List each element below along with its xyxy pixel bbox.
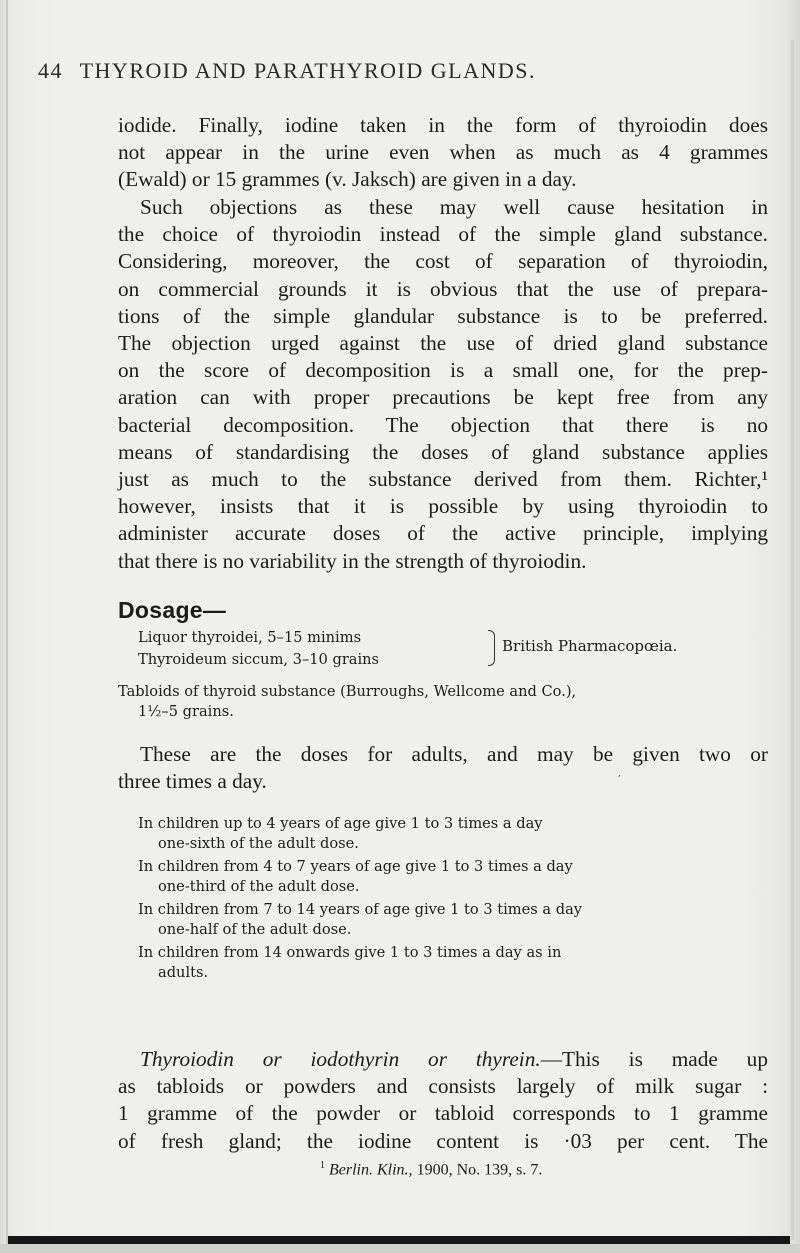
paragraph-iodide (118, 112, 768, 194)
text-fragment: —This is made up (540, 1047, 768, 1071)
page-left-edge (6, 0, 8, 1253)
text-line: In children from 4 to 7 years of age give 1 to 3 times a day (138, 858, 573, 875)
footnote-text: 1900, No. 139, s. 7. (412, 1161, 543, 1179)
text-line: The objection urged against the use of dried gland substance (118, 331, 768, 356)
children-doses (138, 814, 778, 983)
text-line: on commercial grounds it is obvious that the use of prepara- (118, 276, 768, 301)
text-line: Tabloids of thyroid substance (Burroughs, Wellcome and Co.), (118, 683, 577, 700)
text-line: tions of the simple glandular substance is to be preferred. (118, 303, 768, 328)
list-item (138, 900, 778, 940)
text-line: that there is no variability in the strength of thyroiodin. (118, 548, 587, 573)
text-line: adults. (158, 964, 209, 981)
text-line: on the score of decomposition is a small one, for the prep- (118, 358, 768, 383)
text-line: three times a day. (118, 769, 267, 794)
text-line: as tabloids or powders and consists largely of milk sugar : (118, 1074, 768, 1099)
running-head (38, 58, 778, 84)
text-line: Such objections as these may well cause hesitation in (140, 195, 768, 219)
list-item (138, 857, 778, 897)
text-line: however, insists that it is possible by using thyroiodin to (118, 494, 768, 519)
pharmacopoeia-label: British Pharmacopœia. (502, 637, 678, 655)
list-item (138, 943, 778, 983)
text-line: of fresh gland; the iodine content is ·03 per cent. The (118, 1128, 768, 1153)
text-line: In children from 14 onwards give 1 to 3 times a day as in (138, 944, 562, 961)
text-line: Considering, moreover, the cost of separation of thyroiodin, (118, 249, 768, 274)
text-line: In children from 7 to 14 years of age give 1 to 3 times a day (138, 901, 583, 918)
stray-mark: ′ (618, 773, 621, 787)
text-line: 1 gramme of the powder or tabloid corresponds to 1 gramme (118, 1101, 768, 1126)
text-line: (Ewald) or 15 grammes (v. Jaksch) are given in a day. (118, 167, 577, 192)
dosage-siccum: Thyroideum siccum, 3–10 grains (138, 651, 380, 668)
text-line: These are the doses for adults, and may be given two or (140, 742, 768, 766)
text-line (118, 1046, 768, 1073)
dosage-heading: Dosage— (118, 597, 227, 623)
text-line: one-half of the adult dose. (158, 921, 352, 938)
text-line: not appear in the urine even when as much as 4 grammes (118, 140, 768, 165)
text-line: 1½–5 grains. (138, 703, 234, 720)
chapter-title: THYROID AND PARATHYROID GLANDS. (79, 58, 536, 83)
list-item (138, 814, 778, 854)
text-line: aration can with proper precautions be kept free from any (118, 385, 768, 410)
text-line: administer accurate doses of the active principle, implying (118, 521, 768, 546)
page-number: 44 (38, 58, 63, 83)
bottom-binding-rule (8, 1236, 790, 1244)
paragraph-thyroiodin (118, 1046, 768, 1155)
text-line: means of standardising the doses of gland substance applies (118, 439, 768, 464)
page-right-edge (791, 40, 794, 1240)
text-line: one-sixth of the adult dose. (158, 835, 359, 852)
footnote (320, 1160, 542, 1179)
paragraph-adult-doses (118, 741, 768, 795)
text-line: In children up to 4 years of age give 1 to 3 times a day (138, 815, 543, 832)
brace (488, 630, 495, 666)
dosage-tabloids (118, 682, 768, 722)
footnote-journal: Berlin. Klin., (329, 1161, 413, 1179)
italic-title: Thyroiodin or iodothyrin or thyrein. (140, 1047, 541, 1071)
footnote-mark: 1 (320, 1160, 325, 1171)
text-line: iodide. Finally, iodine taken in the form of thyroiodin does (118, 113, 768, 137)
dosage-liquor: Liquor thyroidei, 5–15 minims (138, 629, 362, 646)
text-line: one-third of the adult dose. (158, 878, 360, 895)
text-line: the choice of thyroiodin instead of the simple gland substance. (118, 222, 768, 247)
text-line: bacterial decomposition. The objection that there is no (118, 412, 768, 437)
paragraph-objections (118, 194, 768, 575)
bottom-margin (0, 1244, 800, 1253)
text-line: just as much to the substance derived from them. Richter,¹ (118, 467, 768, 492)
